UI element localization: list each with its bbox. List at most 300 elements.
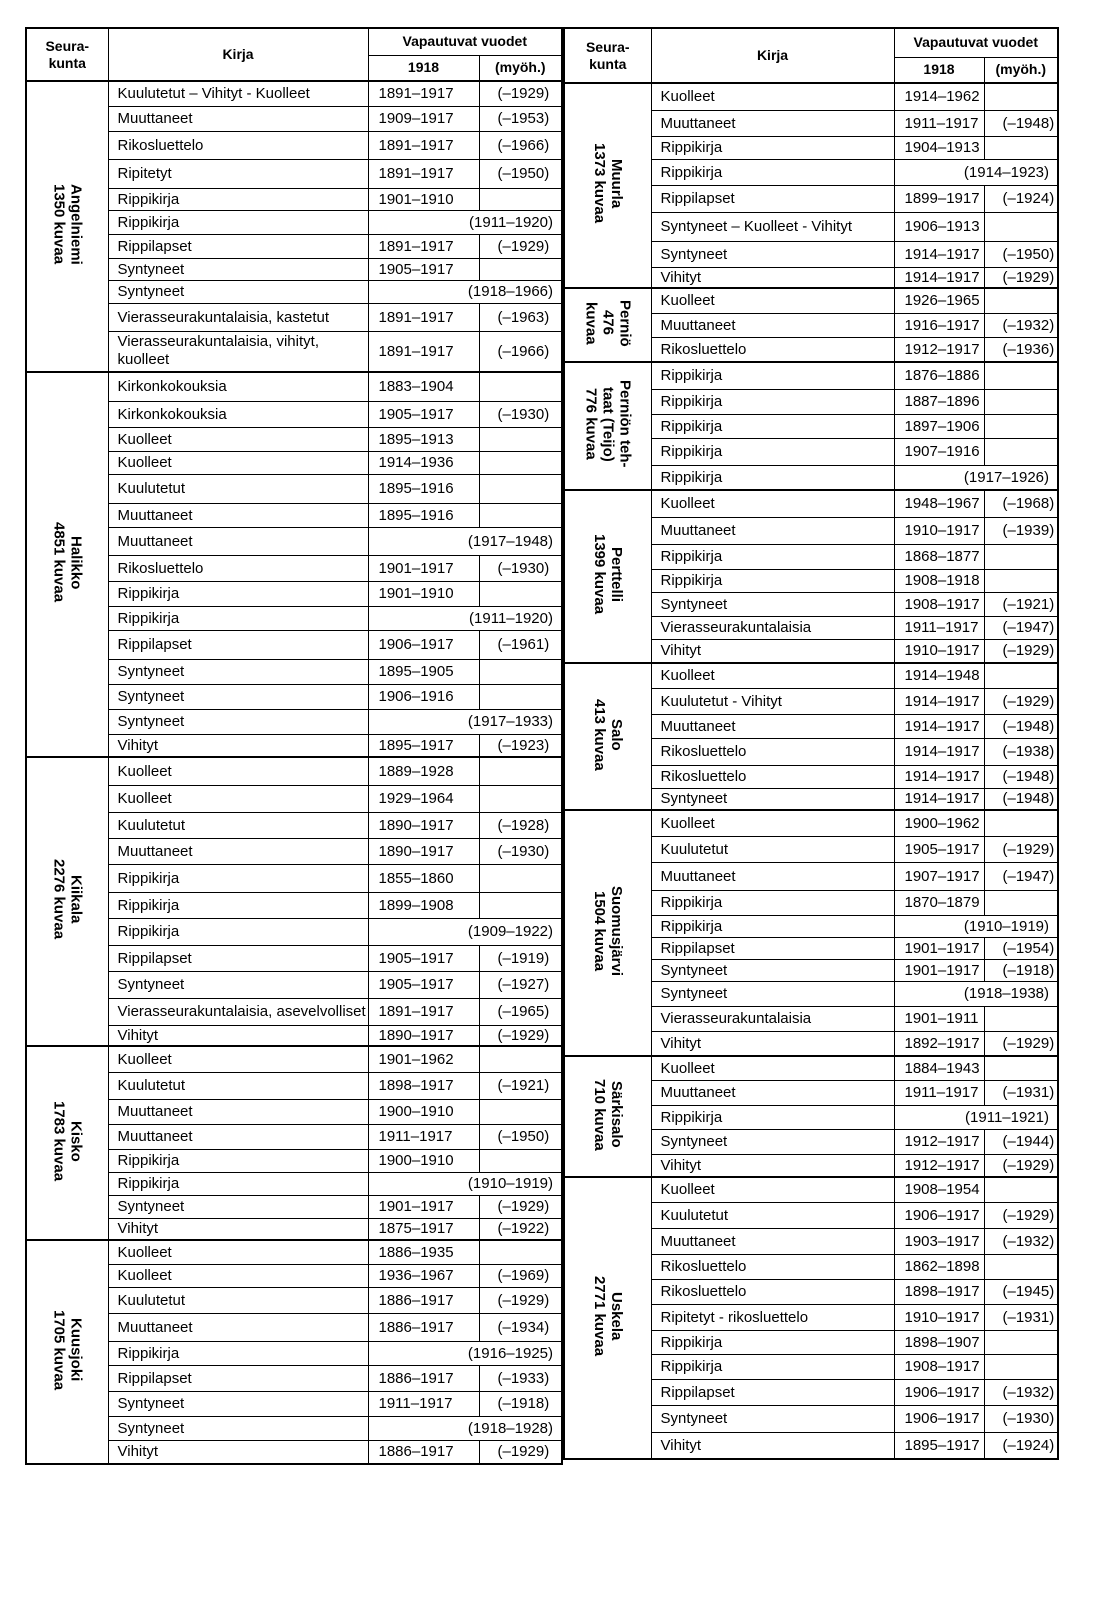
years-later-cell (984, 362, 1058, 389)
book-cell: Rippikirja (651, 1354, 894, 1379)
book-cell: Kuulutetut (108, 1287, 368, 1313)
table-row (564, 1177, 1058, 1202)
years-later-cell (984, 414, 1058, 438)
book-cell: Kuulutetut (108, 474, 368, 503)
years-1918-cell: 1912–1917 (894, 1129, 984, 1154)
years-later-cell: (–1930) (479, 401, 562, 427)
parish-name: Salo (607, 718, 625, 751)
years-1918-cell: 1891–1917 (368, 998, 479, 1025)
years-1918-cell: 1862–1898 (894, 1254, 984, 1279)
years-later-cell (984, 1056, 1058, 1080)
years-later-cell: (–1933) (479, 1365, 562, 1391)
parish-cell (564, 83, 651, 288)
book-cell: Syntyneet (108, 659, 368, 684)
years-span-cell: (1917–1926) (894, 465, 1058, 490)
parish-images: 1705 kuvaa (50, 1309, 68, 1391)
years-1918-cell: 1886–1917 (368, 1440, 479, 1464)
years-later-cell (984, 288, 1058, 313)
years-1918-cell: 1901–1917 (894, 937, 984, 959)
book-cell: Muuttaneet (651, 517, 894, 544)
book-cell: Rippikirja (108, 918, 368, 945)
book-cell: Vihityt (651, 639, 894, 663)
years-1918-cell: 1901–1917 (368, 1195, 479, 1218)
book-cell: Syntyneet (108, 709, 368, 734)
book-cell: Rippilapset (108, 234, 368, 258)
years-later-cell (984, 544, 1058, 569)
years-span-cell: (1911–1921) (894, 1105, 1058, 1129)
years-1918-cell: 1870–1879 (894, 890, 984, 915)
book-cell: Muuttaneet (108, 1099, 368, 1124)
years-1918-cell: 1895–1917 (894, 1432, 984, 1459)
years-1918-cell: 1898–1917 (894, 1279, 984, 1304)
book-cell: Kuolleet (108, 427, 368, 451)
years-1918-cell: 1910–1917 (894, 639, 984, 663)
years-later-cell: (–1931) (984, 1080, 1058, 1105)
parish-label (591, 1276, 625, 1356)
years-1918-cell: 1905–1917 (894, 836, 984, 862)
book-cell: Kuolleet (108, 1240, 368, 1264)
years-span-cell: (1914–1923) (894, 159, 1058, 185)
years-1918-cell: 1914–1917 (894, 688, 984, 714)
book-cell: Syntyneet (651, 959, 894, 981)
book-cell: Muuttaneet (651, 862, 894, 890)
book-cell: Kuolleet (108, 1046, 368, 1072)
parish-cell (26, 1046, 108, 1240)
parish-line: 476 (599, 310, 617, 336)
years-later-cell (479, 1099, 562, 1124)
years-later-cell: (–1929) (984, 688, 1058, 714)
years-1918-cell: 1884–1943 (894, 1056, 984, 1080)
parish-images: 4851 kuvaa (50, 522, 68, 603)
years-later-cell (984, 890, 1058, 915)
years-later-cell: (–1929) (479, 234, 562, 258)
years-1918-cell: 1926–1965 (894, 288, 984, 313)
book-cell: Muuttaneet (651, 1228, 894, 1254)
book-cell: Syntyneet (108, 258, 368, 280)
years-1918-cell: 1876–1886 (894, 362, 984, 389)
years-1918-cell: 1900–1962 (894, 810, 984, 836)
years-1918-cell: 1907–1916 (894, 438, 984, 465)
book-cell: Muuttaneet (651, 1080, 894, 1105)
book-cell: Kuolleet (651, 1177, 894, 1202)
book-cell: Rippilapset (651, 185, 894, 212)
years-1918-cell: 1911–1917 (368, 1391, 479, 1416)
header-book: Kirja (651, 28, 894, 83)
header-book: Kirja (108, 28, 368, 81)
years-span-cell: (1911–1920) (368, 606, 562, 630)
book-cell: Rikosluettelo (651, 1279, 894, 1304)
years-1918-cell: 1887–1896 (894, 389, 984, 414)
parish-name: Suomusjärvi (607, 885, 625, 977)
years-later-cell: (–1928) (479, 812, 562, 838)
table-row (564, 663, 1058, 688)
book-cell: Kuolleet (651, 288, 894, 313)
years-1918-cell: 1891–1917 (368, 331, 479, 372)
book-cell: Syntyneet (108, 684, 368, 709)
book-cell: Vierasseurakuntalaisia, kastetut (108, 303, 368, 331)
parish-cell (564, 362, 651, 490)
parish-line: kuvaa (582, 301, 600, 345)
parish-label (591, 886, 625, 976)
years-later-cell: (–1929) (984, 267, 1058, 288)
years-span-cell: (1917–1948) (368, 527, 562, 555)
years-later-cell: (–1944) (984, 1129, 1058, 1154)
years-later-cell (479, 864, 562, 892)
book-cell: Rikosluettelo (651, 1254, 894, 1279)
book-cell: Rikosluettelo (651, 337, 894, 362)
years-later-cell: (–1968) (984, 490, 1058, 517)
years-later-cell: (–1929) (479, 1195, 562, 1218)
years-later-cell: (–1930) (479, 838, 562, 864)
years-later-cell: (–1924) (984, 185, 1058, 212)
book-cell: Rippikirja (651, 438, 894, 465)
parish-name: Särkisalo (607, 1081, 625, 1148)
parish-label (591, 1079, 625, 1151)
years-later-cell (479, 474, 562, 503)
years-later-cell: (–1953) (479, 106, 562, 131)
book-cell: Muuttaneet (108, 838, 368, 864)
years-1918-cell: 1903–1917 (894, 1228, 984, 1254)
years-1918-cell: 1906–1917 (894, 1405, 984, 1432)
years-1918-cell: 1898–1907 (894, 1330, 984, 1354)
parish-label (50, 522, 84, 602)
header-parish: Seura- kunta (26, 28, 108, 81)
book-cell: Syntyneet – Kuolleet - Vihityt (651, 212, 894, 241)
parish-cell (564, 1177, 651, 1459)
parish-label (582, 380, 633, 468)
years-later-cell: (–1954) (984, 937, 1058, 959)
book-cell: Rippikirja (108, 1172, 368, 1195)
years-later-cell: (–1929) (984, 1202, 1058, 1228)
years-1918-cell: 1900–1910 (368, 1149, 479, 1172)
years-later-cell (479, 427, 562, 451)
parish-cell (564, 288, 651, 362)
years-later-cell: (–1929) (984, 836, 1058, 862)
years-1918-cell: 1901–1962 (368, 1046, 479, 1072)
book-cell: Rippikirja (108, 1341, 368, 1365)
records-table-right (563, 27, 1059, 1460)
years-span-cell: (1909–1922) (368, 918, 562, 945)
years-later-cell (984, 663, 1058, 688)
book-cell: Muuttaneet (108, 1124, 368, 1149)
years-span-cell: (1918–1966) (368, 280, 562, 303)
years-later-cell: (–1921) (984, 592, 1058, 616)
years-later-cell: (–1923) (479, 734, 562, 757)
book-cell: Vihityt (651, 1432, 894, 1459)
parish-images: 1373 kuvaa (590, 143, 608, 224)
years-1918-cell: 1883–1904 (368, 372, 479, 401)
book-cell: Kuolleet (651, 1056, 894, 1080)
years-1918-cell: 1886–1917 (368, 1287, 479, 1313)
years-later-cell: (–1932) (984, 1228, 1058, 1254)
parish-images: 2771 kuvaa (590, 1275, 608, 1357)
years-1918-cell: 1911–1917 (894, 1080, 984, 1105)
book-cell: Muuttaneet (651, 313, 894, 337)
book-cell: Muuttaneet (108, 503, 368, 527)
table-row (564, 362, 1058, 389)
book-cell: Rippikirja (651, 362, 894, 389)
book-cell: Kuolleet (108, 785, 368, 812)
book-cell: Vihityt (651, 267, 894, 288)
parish-images: 710 kuvaa (590, 1078, 608, 1151)
table-row (26, 81, 562, 106)
years-1918-cell: 1855–1860 (368, 864, 479, 892)
book-cell: Syntyneet (651, 1129, 894, 1154)
book-cell: Vihityt (108, 1218, 368, 1240)
parish-name: Halikko (67, 535, 85, 590)
book-cell: Vierasseurakuntalaisia (651, 616, 894, 639)
years-1918-cell: 1895–1905 (368, 659, 479, 684)
book-cell: Syntyneet (108, 280, 368, 303)
years-1918-cell: 1868–1877 (894, 544, 984, 569)
years-1918-cell: 1890–1917 (368, 838, 479, 864)
parish-line: Perniö (616, 299, 634, 347)
book-cell: Kuolleet (651, 490, 894, 517)
header-later: (myöh.) (479, 55, 562, 81)
parish-label (591, 534, 625, 614)
book-cell: Ripitetyt - rikosluettelo (651, 1304, 894, 1330)
years-1918-cell: 1908–1954 (894, 1177, 984, 1202)
book-cell: Vierasseurakuntalaisia (651, 1006, 894, 1031)
years-later-cell (479, 451, 562, 474)
years-1918-cell: 1891–1917 (368, 131, 479, 159)
years-1918-cell: 1914–1948 (894, 663, 984, 688)
parish-label (50, 859, 84, 939)
book-cell: Rippikirja (108, 864, 368, 892)
parish-label (591, 699, 625, 771)
parish-line: Perniön teh- (616, 380, 634, 468)
years-1918-cell: 1914–1917 (894, 788, 984, 810)
parish-cell (26, 81, 108, 372)
years-later-cell: (–1945) (984, 1279, 1058, 1304)
parish-name: Kuusjoki (67, 1318, 85, 1382)
years-1918-cell: 1906–1913 (894, 212, 984, 241)
header-later: (myöh.) (984, 57, 1058, 83)
years-1918-cell: 1908–1918 (894, 569, 984, 592)
book-cell: Vihityt (651, 1031, 894, 1056)
book-cell: Kuolleet (651, 810, 894, 836)
years-later-cell: (–1950) (479, 1124, 562, 1149)
parish-images: 413 kuvaa (590, 698, 608, 771)
years-later-cell: (–1929) (984, 1031, 1058, 1056)
book-cell: Rippilapset (651, 1379, 894, 1405)
book-cell: Kuulutetut – Vihityt - Kuolleet (108, 81, 368, 106)
years-span-cell: (1917–1933) (368, 709, 562, 734)
book-cell: Vihityt (108, 1025, 368, 1046)
years-1918-cell: 1906–1916 (368, 684, 479, 709)
years-1918-cell: 1875–1917 (368, 1218, 479, 1240)
years-1918-cell: 1914–1936 (368, 451, 479, 474)
book-cell: Kuolleet (108, 1264, 368, 1287)
years-later-cell: (–1950) (984, 241, 1058, 267)
parish-name: Angelniemi (67, 184, 85, 265)
years-later-cell (984, 569, 1058, 592)
years-later-cell: (–1939) (984, 517, 1058, 544)
years-later-cell: (–1966) (479, 131, 562, 159)
years-1918-cell: 1906–1917 (894, 1202, 984, 1228)
records-table-left (25, 27, 563, 1465)
book-cell: Rikosluettelo (108, 555, 368, 581)
years-1918-cell: 1948–1967 (894, 490, 984, 517)
years-later-cell: (–1963) (479, 303, 562, 331)
years-later-cell (984, 212, 1058, 241)
parish-name: Uskela (607, 1291, 625, 1341)
years-span-cell: (1911–1920) (368, 210, 562, 234)
years-later-cell (479, 892, 562, 918)
years-1918-cell: 1891–1917 (368, 303, 479, 331)
years-later-cell: (–1929) (479, 1025, 562, 1046)
years-1918-cell: 1895–1916 (368, 503, 479, 527)
years-span-cell: (1916–1925) (368, 1341, 562, 1365)
book-cell: Muuttaneet (108, 1313, 368, 1341)
book-cell: Rippikirja (651, 569, 894, 592)
years-1918-cell: 1916–1917 (894, 313, 984, 337)
book-cell: Kuulutetut (651, 1202, 894, 1228)
parish-label (591, 143, 625, 223)
years-later-cell: (–1948) (984, 765, 1058, 788)
book-cell: Rippikirja (651, 159, 894, 185)
years-1918-cell: 1901–1911 (894, 1006, 984, 1031)
book-cell: Kuolleet (108, 451, 368, 474)
book-cell: Kuulutetut - Vihityt (651, 688, 894, 714)
years-later-cell (479, 503, 562, 527)
parish-name: Muurla (607, 158, 625, 209)
years-later-cell (984, 136, 1058, 159)
table-row (26, 1240, 562, 1264)
years-later-cell: (–1929) (479, 1287, 562, 1313)
table-row (26, 372, 562, 401)
years-later-cell (479, 372, 562, 401)
parish-name: Perttelli (607, 546, 625, 602)
book-cell: Syntyneet (651, 1405, 894, 1432)
years-1918-cell: 1901–1917 (894, 959, 984, 981)
header-parish: Seura- kunta (564, 28, 651, 83)
parish-name: Kiikala (67, 875, 85, 924)
parish-label (50, 184, 84, 265)
parish-cell (564, 810, 651, 1056)
years-later-cell (479, 684, 562, 709)
years-1918-cell: 1891–1917 (368, 234, 479, 258)
years-1918-cell: 1907–1917 (894, 862, 984, 890)
parish-cell (564, 1056, 651, 1177)
years-1918-cell: 1905–1917 (368, 945, 479, 971)
book-cell: Rippilapset (108, 630, 368, 659)
header-released: Vapautuvat vuodet (368, 28, 562, 55)
years-later-cell (479, 785, 562, 812)
book-cell: Rippikirja (108, 210, 368, 234)
years-later-cell: (–1929) (984, 1154, 1058, 1177)
years-later-cell: (–1961) (479, 630, 562, 659)
years-1918-cell: 1929–1964 (368, 785, 479, 812)
book-cell: Syntyneet (651, 592, 894, 616)
years-span-cell: (1910–1919) (894, 915, 1058, 937)
years-later-cell: (–1950) (479, 159, 562, 188)
years-1918-cell: 1900–1910 (368, 1099, 479, 1124)
years-later-cell: (–1929) (984, 639, 1058, 663)
years-later-cell: (–1938) (984, 738, 1058, 765)
years-later-cell: (–1930) (479, 555, 562, 581)
years-later-cell: (–1936) (984, 337, 1058, 362)
years-span-cell: (1918–1938) (894, 981, 1058, 1006)
book-cell: Rippikirja (108, 892, 368, 918)
book-cell: Syntyneet (108, 971, 368, 998)
years-later-cell: (–1947) (984, 616, 1058, 639)
years-later-cell (984, 1330, 1058, 1354)
parish-images: 2276 kuvaa (50, 859, 68, 940)
parish-cell (564, 663, 651, 810)
years-1918-cell: 1899–1917 (894, 185, 984, 212)
years-1918-cell: 1911–1917 (894, 616, 984, 639)
years-later-cell: (–1924) (984, 1432, 1058, 1459)
years-later-cell (984, 389, 1058, 414)
parish-label (582, 300, 633, 347)
book-cell: Vihityt (651, 1154, 894, 1177)
book-cell: Kuolleet (651, 663, 894, 688)
years-1918-cell: 1899–1908 (368, 892, 479, 918)
years-later-cell: (–1930) (984, 1405, 1058, 1432)
header-1918: 1918 (894, 57, 984, 83)
years-1918-cell: 1905–1917 (368, 971, 479, 998)
book-cell: Rippikirja (651, 136, 894, 159)
book-cell: Syntyneet (651, 981, 894, 1006)
years-1918-cell: 1901–1910 (368, 581, 479, 606)
parish-cell (26, 1240, 108, 1464)
years-later-cell: (–1929) (479, 1440, 562, 1464)
book-cell: Rikosluettelo (651, 765, 894, 788)
years-later-cell (984, 1177, 1058, 1202)
years-later-cell (479, 1046, 562, 1072)
years-later-cell: (–1934) (479, 1313, 562, 1341)
parish-name: Kisko (67, 1120, 85, 1162)
book-cell: Syntyneet (108, 1195, 368, 1218)
years-later-cell (479, 1240, 562, 1264)
years-1918-cell: 1908–1917 (894, 1354, 984, 1379)
book-cell: Vihityt (108, 1440, 368, 1464)
years-later-cell (479, 659, 562, 684)
years-later-cell: (–1922) (479, 1218, 562, 1240)
years-later-cell: (–1947) (984, 862, 1058, 890)
book-cell: Muuttaneet (108, 527, 368, 555)
years-later-cell: (–1932) (984, 1379, 1058, 1405)
years-later-cell: (–1929) (479, 81, 562, 106)
years-1918-cell: 1914–1917 (894, 738, 984, 765)
years-later-cell (479, 188, 562, 210)
years-1918-cell: 1914–1962 (894, 83, 984, 110)
parish-images: 1399 kuvaa (590, 534, 608, 615)
book-cell: Rippilapset (108, 1365, 368, 1391)
years-later-cell: (–1969) (479, 1264, 562, 1287)
book-cell: Rippilapset (651, 937, 894, 959)
table-row (564, 288, 1058, 313)
header-1918: 1918 (368, 55, 479, 81)
years-later-cell (479, 757, 562, 785)
book-cell: Rikosluettelo (108, 131, 368, 159)
book-cell: Rippilapset (108, 945, 368, 971)
years-later-cell: (–1927) (479, 971, 562, 998)
book-cell: Rippikirja (108, 188, 368, 210)
parish-cell (26, 372, 108, 757)
book-cell: Rippikirja (651, 1105, 894, 1129)
years-1918-cell: 1895–1913 (368, 427, 479, 451)
book-cell: Rikosluettelo (651, 738, 894, 765)
years-later-cell: (–1919) (479, 945, 562, 971)
parish-images: 1504 kuvaa (590, 890, 608, 972)
years-later-cell: (–1932) (984, 313, 1058, 337)
book-cell: Vihityt (108, 734, 368, 757)
book-cell: Muuttaneet (651, 714, 894, 738)
years-1918-cell: 1906–1917 (368, 630, 479, 659)
years-later-cell (984, 1354, 1058, 1379)
